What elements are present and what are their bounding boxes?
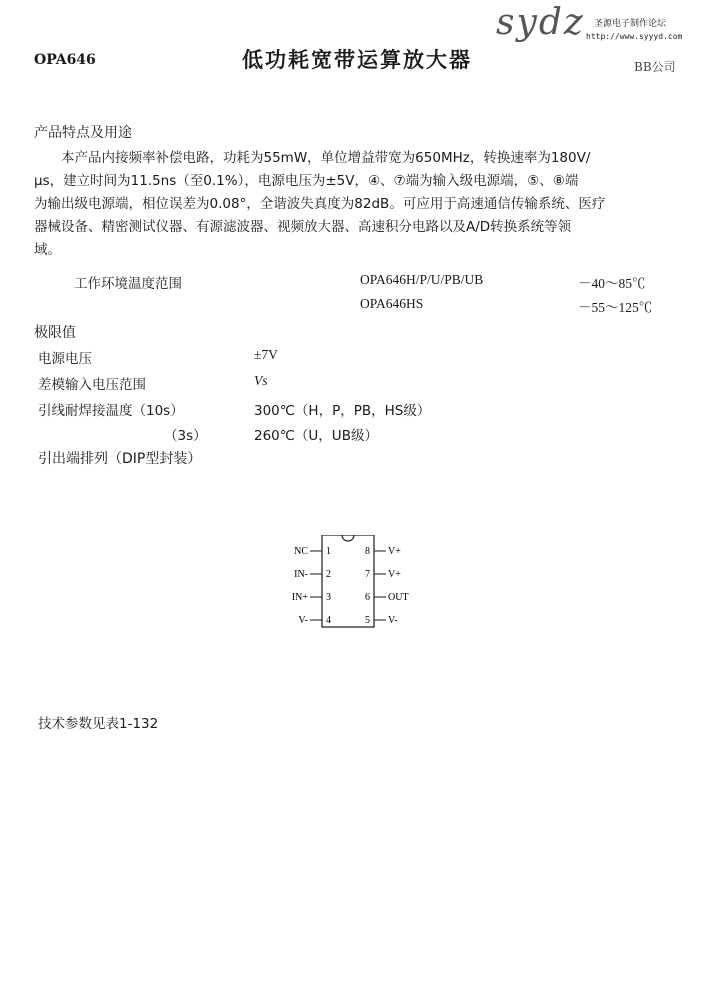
features-line: 本产品内接频率补偿电路，功耗为55mW，单位增益带宽为650MHz，转换速率为180V/: [34, 150, 591, 166]
pin-number: 7: [365, 569, 370, 580]
pin-number: 4: [326, 615, 331, 626]
dip-package-diagram: [280, 535, 420, 635]
page-title: 低功耗宽带运算放大器: [242, 47, 472, 72]
pin-number: 1: [326, 546, 331, 557]
temperature-range: －55～125℃: [578, 300, 653, 315]
limit-value: 260℃（U，UB级）: [254, 428, 378, 444]
limit-value: 300℃（H，P，PB，HS级）: [254, 403, 431, 419]
pin-label: NC: [294, 546, 308, 557]
pin-label: V+: [388, 546, 401, 557]
watermark-url: http://www.syyyd.com: [586, 32, 683, 41]
features-line: 为输出级电源端，相位误差为0.08°，全谐波失真度为82dB。可应用于高速通信传输系统、医疗: [34, 196, 606, 212]
limit-name: （3s）: [164, 428, 207, 444]
watermark-script: sydz: [496, 2, 585, 43]
features-heading: 产品特点及用途: [34, 125, 132, 141]
limit-value: Vs: [254, 373, 268, 388]
features-line: μs，建立时间为11.5ns（至0.1%），电源电压为±5V，④、⑦端为输入级电源端，⑤、⑧端: [34, 173, 579, 189]
pin-number: 2: [326, 569, 331, 580]
limit-name: 电源电压: [38, 351, 92, 367]
watermark-logo: [490, 2, 702, 48]
temperature-model: OPA646H/P/U/PB/UB: [360, 272, 484, 287]
footer-note: 技术参数见表1-132: [38, 716, 159, 732]
pin-label: V-: [298, 615, 308, 626]
watermark-site-name: 圣源电子制作论坛: [594, 19, 667, 29]
pin-label: IN-: [294, 569, 308, 580]
ic-notch: [342, 535, 354, 541]
pin-number: 6: [365, 592, 370, 603]
features-line: 器械设备、精密测试仪器、有源滤波器、视频放大器、高速积分电路以及A/D转换系统等领: [34, 219, 572, 235]
temperature-label: 工作环境温度范围: [74, 276, 182, 292]
pin-label: V+: [388, 569, 401, 580]
limit-value: ±7V: [254, 347, 278, 362]
limit-name: 差模输入电压范围: [38, 377, 146, 393]
pin-number: 8: [365, 546, 370, 557]
pin-label: V-: [388, 615, 398, 626]
pin-number: 5: [365, 615, 370, 626]
limit-name: 引线耐焊接温度（10s）: [38, 403, 184, 419]
limits-heading: 极限值: [34, 325, 76, 341]
temperature-range: －40～85℃: [578, 276, 646, 291]
pin-label: OUT: [388, 592, 409, 603]
features-line: 域。: [34, 242, 61, 258]
temperature-model: OPA646HS: [360, 296, 424, 311]
pin-label: IN+: [291, 592, 308, 603]
pinout-heading: 引出端排列（DIP型封装）: [38, 451, 202, 467]
features-paragraph: [34, 147, 679, 262]
pin-number: 3: [326, 592, 331, 603]
part-number: OPA646: [34, 52, 96, 68]
vendor-name: BB公司: [634, 60, 676, 74]
